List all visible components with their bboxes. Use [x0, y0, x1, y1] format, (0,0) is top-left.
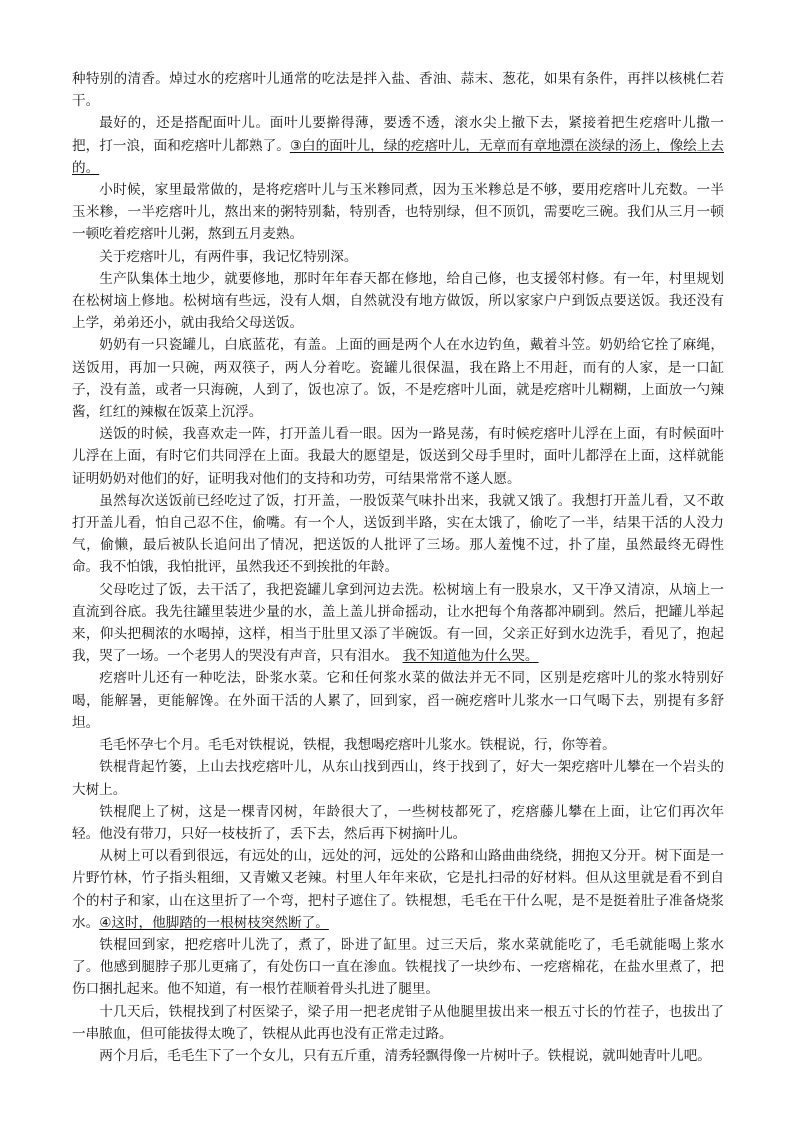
paragraph [72, 667, 724, 734]
paragraph-text: 铁棍爬上了树，这是一棵青冈树，年龄很大了，一些树枝都死了，疙瘩藤儿攀在上面，让它们再次年轻。他没有带刀，只好一枝枝折了，丢下去，然后再下树摘叶儿。 [72, 803, 724, 842]
paragraph-text: 小时候，家里最常做的，是将疙瘩叶儿与玉米糁同煮，因为玉米糁总是不够，要用疙瘩叶儿充数。一半玉米糁，一半疙瘩叶儿，熬出来的粥特别黏，特别香，也特别绿，但不顶饥，需要吃三碗。我们从三月一顿一顿吃着疙瘩叶儿粥，熬到五月麦熟。 [72, 182, 724, 243]
paragraph-text: 虽然每次送饭前已经吃过了饭，打开盖，一股饭菜气味扑出来，我就又饿了。我想打开盖儿看，又不敢打开盖儿看，怕自己忍不住，偷嘴。有一个人，送饭到半路，实在太饿了，偷吃了一半，结果干活的人没力气，偷懒，最后被队长追问出了情况，把送饭的人批评了三场。那人羞愧不过，扑了崖，虽然最终无碍性命。我不怕饿，我怕批评，虽然我还不到挨批的年龄。 [72, 492, 724, 576]
paragraph-text: 十几天后，铁棍找到了村医梁子，梁子用一把老虎钳子从他腿里拔出来一根五寸长的竹茬子，也拔出了一串脓血，但可能拔得太晚了，铁棍从此再也没有正常走过路。 [72, 1003, 724, 1042]
paragraph-text: 疙瘩叶儿还有一种吃法，卧浆水菜。它和任何浆水菜的做法并无不同，区别是疙瘩叶儿的浆水特别好喝，能解暑，更能解馋。在外面干活的人累了，回到家，舀一碗疙瘩叶儿浆水一口气喝下去，别提有多舒坦。 [72, 670, 724, 731]
paragraph [72, 579, 724, 668]
paragraph-text: 关于疙瘩叶儿，有两件事，我记忆特别深。 [99, 248, 358, 265]
paragraph [72, 1045, 724, 1067]
paragraph [72, 246, 724, 268]
underlined-sentence: ③白的面叶儿，绿的疙瘩叶儿，无章而有章地漂在淡绿的汤上，像绘上去的。 [72, 137, 725, 176]
paragraph [72, 423, 724, 490]
paragraph-text: 父母吃过了饭，去干活了，我把瓷罐儿拿到河边去洗。松树垴上有一股泉水，又干净又清凉，从垴上一直流到谷底。我先往罐里装进少量的水，盖上盖儿拼命摇动，让水把每个角落都冲刷到。然后，把罐儿举起来，仰头把稠浓的水喝掉，这样，相当于肚里又添了半碗饭。有一回，父亲正好到水边洗手，看见了，抱起我，哭了一场。一个老男人的哭没有声音，只有泪水。 [72, 581, 724, 665]
paragraph-text: 铁棍背起竹篓，上山去找疙瘩叶儿，从东山找到西山，终于找到了，好大一架疙瘩叶儿攀在一个岩头的大树上。 [72, 759, 724, 798]
paragraph [72, 934, 724, 1001]
paragraph [72, 68, 724, 112]
paragraph-text: 奶奶有一只瓷罐儿，白底蓝花，有盖。上面的画是两个人在水边钓鱼，戴着斗笠。奶奶给它拴了麻绳，送饭用，再加一只碗，两双筷子，两人分着吃。瓷罐儿很保温，我在路上不用赶，而有的人家，是一口缸子，没有盖，或者一只海碗，人到了，饭也凉了。饭，不是疙瘩叶儿面，就是疙瘩叶儿糊糊，上面放一勺辣酱，红红的辣椒在饭菜上沉浮。 [72, 337, 724, 421]
paragraph [72, 756, 724, 800]
paragraph [72, 801, 724, 845]
paragraph-text: 毛毛怀孕七个月。毛毛对铁棍说，铁棍，我想喝疙瘩叶儿浆水。铁棍说，行，你等着。 [99, 737, 616, 754]
paragraph-text: 最好的，还是搭配面叶儿。面叶儿要擀得薄，要透不透，滚水尖上撤下去，紧接着把生疙瘩叶儿撒一把，打一浪，面和疙瘩叶儿都熟了。 [72, 115, 724, 154]
paragraph [72, 734, 724, 756]
paragraph-text: 种特别的清香。焯过水的疙瘩叶儿通常的吃法是拌入盐、香油、蒜末、葱花，如果有条件，再拌以核桃仁若干。 [72, 71, 724, 110]
underlined-sentence: ④这时，他脚踏的一根树枝突然断了。 [99, 914, 329, 931]
article-body [72, 68, 724, 1067]
underlined-sentence: 我不知道他为什么哭。 [402, 648, 539, 665]
paragraph [72, 334, 724, 423]
paragraph-text: 两个月后，毛毛生下了一个女儿，只有五斤重，清秀轻飘得像一片树叶子。铁棍说，就叫她青叶儿吧。 [99, 1047, 711, 1064]
paragraph-text: 送饭的时候，我喜欢走一阵，打开盖儿看一眼。因为一路晃荡，有时候疙瘩叶儿浮在上面，有时候面叶儿浮在上面，有时它们共同浮在上面。我最大的愿望是，饭送到父母手里时，面叶儿都浮在上面，这样就能证明奶奶对他们的好，证明我对他们的支持和功劳，可结果常常不遂人愿。 [72, 426, 724, 487]
paragraph-text: 生产队集体土地少，就要修地，那时年年春天都在修地，给自己修，也支援邻村修。有一年，村里规划在松树垴上修地。松树垴有些远，没有人烟，自然就没有地方做饭，所以家家户户到饭点要送饭。我还没有上学，弟弟还小，就由我给父母送饭。 [72, 270, 724, 332]
paragraph [72, 179, 724, 246]
paragraph [72, 845, 724, 934]
paragraph-text: 从树上可以看到很远，有远处的山，远处的河，远处的公路和山路曲曲绕绕，拥抱又分开。树下面是一片野竹林，竹子指头粗细，又青嫩又老辣。村里人年年来砍，它是扎扫帚的好材料。但从这里就是看不到自个的村子和家，山在这里折了一个弯，把村子遮住了。铁棍想，毛毛在干什么呢，是不是挺着肚子准备烧浆水。 [72, 848, 724, 931]
paragraph [72, 490, 724, 579]
paragraph [72, 1001, 724, 1045]
paragraph [72, 112, 724, 179]
paragraph [72, 268, 724, 335]
paragraph-text: 铁棍回到家，把疙瘩叶儿洗了，煮了，卧进了缸里。过三天后，浆水菜就能吃了，毛毛就能喝上浆水了。他感到腿脖子那儿更痛了，有处伤口一直在渗血。铁棍找了一块纱布、一疙瘩棉花，在盐水里煮了，把伤口捆扎起来。他不知道，有一根竹茬顺着骨头扎进了腿里。 [72, 936, 724, 998]
